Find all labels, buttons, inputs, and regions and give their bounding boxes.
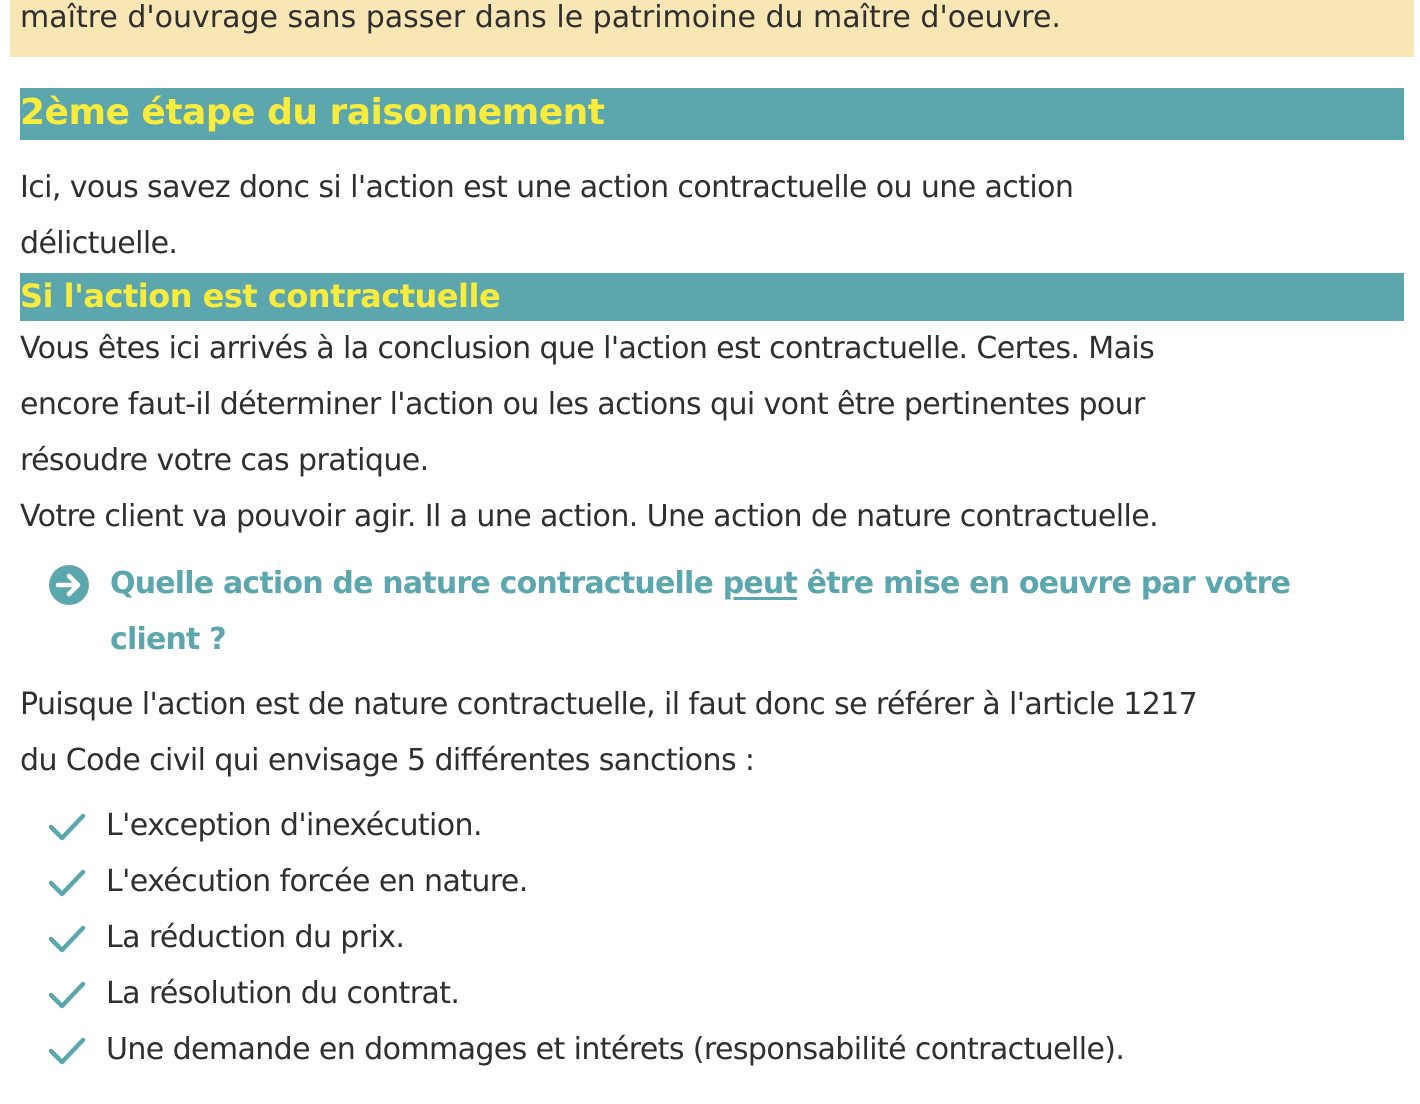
section-heading-contractual: Si l'action est contractuelle: [20, 273, 1404, 321]
question-text-after: être mise en oeuvre par votre: [797, 566, 1291, 601]
section-heading-step2: 2ème étape du raisonnement: [20, 88, 1404, 140]
question-text-underlined: peut: [722, 566, 798, 601]
step2-paragraph-line2: délictuelle.: [20, 226, 178, 261]
sanction-text: L'exception d'inexécution.: [106, 808, 482, 843]
sanction-text: La réduction du prix.: [106, 920, 405, 955]
question-text-line1: [110, 556, 1290, 612]
check-icon: [48, 980, 86, 1010]
check-icon: [48, 812, 86, 842]
check-icon: [48, 924, 86, 954]
sanction-text: L'exécution forcée en nature.: [106, 864, 528, 899]
contractual-paragraph-line4: Votre client va pouvoir agir. Il a une action. Une action de nature contractuelle.: [20, 499, 1159, 534]
contractual-paragraph-line3: résoudre votre cas pratique.: [20, 443, 429, 478]
step2-paragraph-line1: Ici, vous savez donc si l'action est une action contractuelle ou une action: [20, 170, 1074, 205]
arrow-right-circle-icon: [48, 564, 90, 606]
intro-note-text: maître d'ouvrage sans passer dans le patrimoine du maître d'oeuvre.: [20, 0, 1061, 35]
check-icon: [48, 868, 86, 898]
contractual-paragraph-line2: encore faut-il déterminer l'action ou les actions qui vont être pertinentes pour: [20, 387, 1145, 422]
article-paragraph-line2: du Code civil qui envisage 5 différentes sanctions :: [20, 743, 755, 778]
contractual-paragraph-line1: Vous êtes ici arrivés à la conclusion que l'action est contractuelle. Certes. Mais: [20, 331, 1155, 366]
intro-note-box: [10, 0, 1414, 57]
sanction-text: La résolution du contrat.: [106, 976, 460, 1011]
article-paragraph-line1: Puisque l'action est de nature contractuelle, il faut donc se référer à l'article 1217: [20, 687, 1198, 722]
sanction-text: Une demande en dommages et intérets (responsabilité contractuelle).: [106, 1032, 1125, 1067]
check-icon: [48, 1036, 86, 1066]
question-text-before: Quelle action de nature contractuelle: [110, 566, 723, 601]
question-text-line2: client ?: [110, 622, 226, 657]
